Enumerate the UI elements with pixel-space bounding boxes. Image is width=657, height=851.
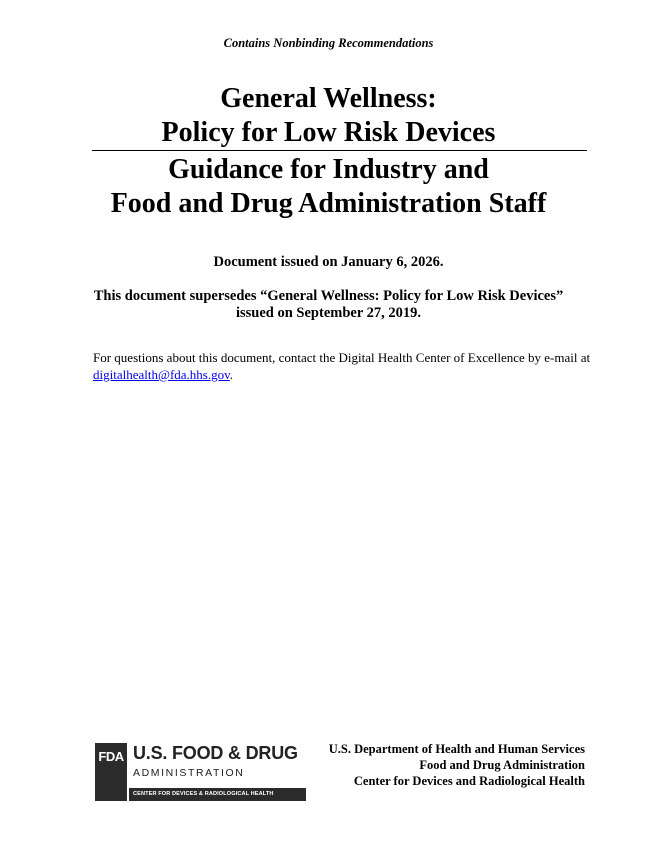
fda-logo-title: U.S. FOOD & DRUG [133, 743, 298, 763]
contact-end: . [229, 367, 234, 382]
supersedes-line-2: issued on September 27, 2019. [235, 305, 422, 321]
fda-logo [95, 743, 306, 801]
title-divider [92, 150, 587, 151]
title-line-2: Policy for Low Risk Devices [161, 117, 496, 148]
agency-line-2: Food and Drug Administration [419, 758, 585, 772]
fda-logo-subtitle: ADMINISTRATION [133, 767, 245, 779]
fda-logo-mark: FDA [95, 743, 127, 801]
agency-line-1: U.S. Department of Health and Human Services [328, 742, 585, 756]
title-line-4: Food and Drug Administration Staff [110, 188, 547, 219]
issued-date: Document issued on January 6, 2026. [213, 254, 444, 270]
fda-logo-center-bar: CENTER FOR DEVICES & RADIOLOGICAL HEALTH [129, 788, 306, 801]
fda-logo-wordmark [129, 743, 306, 787]
contact-paragraph [93, 349, 603, 383]
agency-block [329, 741, 585, 789]
supersedes-line-1: This document supersedes “General Wellness: Policy for Low Risk Devices” [93, 288, 564, 304]
supersedes-note [0, 288, 657, 322]
title-line-3: Guidance for Industry and [168, 154, 489, 185]
contact-text: For questions about this document, contact the Digital Health Center of Excellence by e-mail at [93, 350, 591, 365]
contact-email-link[interactable]: digitalhealth@fda.hhs.gov [93, 367, 230, 382]
header-note: Contains Nonbinding Recommendations [223, 36, 434, 50]
agency-line-3: Center for Devices and Radiological Health [353, 774, 585, 788]
title-line-1: General Wellness: [220, 83, 437, 114]
